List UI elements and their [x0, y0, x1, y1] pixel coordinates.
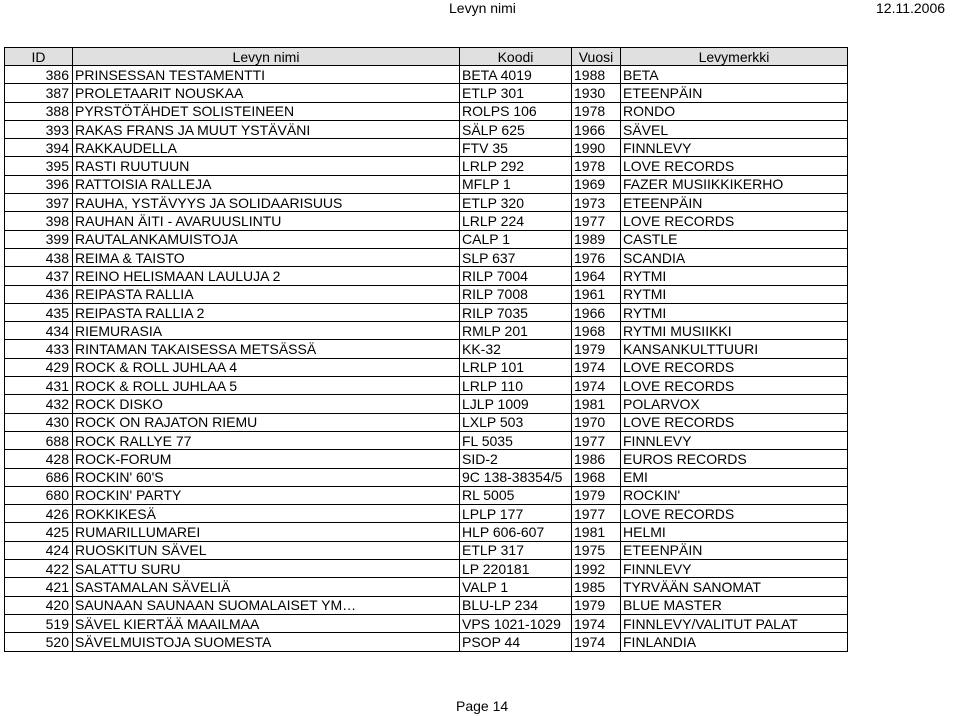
- cell-code: LXLP 503: [460, 413, 572, 431]
- cell-year: 1978: [572, 102, 621, 120]
- table-row: [5, 596, 848, 614]
- cell-id: 425: [5, 523, 73, 541]
- cell-id: 420: [5, 596, 73, 614]
- cell-title: SAUNAAN SAUNAAN SUOMALAISET YM…: [73, 596, 460, 614]
- cell-id: 387: [5, 84, 73, 102]
- cell-id: 688: [5, 431, 73, 449]
- cell-code: RILP 7035: [460, 303, 572, 321]
- cell-label: RYTMI: [621, 285, 848, 303]
- cell-id: 519: [5, 614, 73, 632]
- cell-label: BETA: [621, 66, 848, 84]
- cell-year: 1970: [572, 413, 621, 431]
- cell-id: 430: [5, 413, 73, 431]
- cell-year: 1992: [572, 560, 621, 578]
- cell-id: 429: [5, 358, 73, 376]
- cell-year: 1930: [572, 84, 621, 102]
- cell-code: KK-32: [460, 340, 572, 358]
- cell-code: ETLP 301: [460, 84, 572, 102]
- cell-id: 434: [5, 322, 73, 340]
- cell-label: ETEENPÄIN: [621, 84, 848, 102]
- cell-id: 520: [5, 633, 73, 651]
- cell-label: RYTMI: [621, 267, 848, 285]
- cell-code: HLP 606-607: [460, 523, 572, 541]
- cell-year: 1973: [572, 194, 621, 212]
- cell-year: 1966: [572, 303, 621, 321]
- cell-year: 1977: [572, 431, 621, 449]
- cell-label: FAZER MUSIIKKIKERHO: [621, 175, 848, 193]
- table-row: [5, 139, 848, 157]
- cell-label: FINLANDIA: [621, 633, 848, 651]
- cell-label: POLARVOX: [621, 395, 848, 413]
- table-row: [5, 468, 848, 486]
- cell-id: 394: [5, 139, 73, 157]
- cell-title: ROCK ON RAJATON RIEMU: [73, 413, 460, 431]
- table-header-row: [5, 48, 848, 66]
- cell-code: ETLP 320: [460, 194, 572, 212]
- cell-id: 398: [5, 212, 73, 230]
- cell-title: REIPASTA RALLIA: [73, 285, 460, 303]
- cell-label: HELMI: [621, 523, 848, 541]
- cell-title: SALATTU SURU: [73, 560, 460, 578]
- cell-year: 1981: [572, 395, 621, 413]
- cell-label: LOVE RECORDS: [621, 358, 848, 376]
- cell-code: VALP 1: [460, 578, 572, 596]
- cell-title: REIMA & TAISTO: [73, 248, 460, 266]
- cell-id: 386: [5, 66, 73, 84]
- table-row: [5, 84, 848, 102]
- cell-id: 433: [5, 340, 73, 358]
- cell-year: 1969: [572, 175, 621, 193]
- cell-title: REINO HELISMAAN LAULUJA 2: [73, 267, 460, 285]
- table-row: [5, 413, 848, 431]
- cell-code: ETLP 317: [460, 541, 572, 559]
- cell-code: LRLP 292: [460, 157, 572, 175]
- table-row: [5, 230, 848, 248]
- cell-id: 680: [5, 486, 73, 504]
- cell-title: PRINSESSAN TESTAMENTTI: [73, 66, 460, 84]
- cell-title: ROCK & ROLL JUHLAA 5: [73, 377, 460, 395]
- cell-id: 426: [5, 505, 73, 523]
- cell-id: 388: [5, 102, 73, 120]
- cell-code: FL 5035: [460, 431, 572, 449]
- cell-code: FTV 35: [460, 139, 572, 157]
- table-row: [5, 212, 848, 230]
- cell-id: 424: [5, 541, 73, 559]
- cell-title: RASTI RUUTUUN: [73, 157, 460, 175]
- cell-id: 436: [5, 285, 73, 303]
- table-row: [5, 285, 848, 303]
- cell-code: RL 5005: [460, 486, 572, 504]
- table-row: [5, 267, 848, 285]
- cell-code: SID-2: [460, 450, 572, 468]
- cell-label: EMI: [621, 468, 848, 486]
- table-row: [5, 120, 848, 138]
- cell-label: SÄVEL: [621, 120, 848, 138]
- table-row: [5, 541, 848, 559]
- cell-year: 1990: [572, 139, 621, 157]
- cell-label: FINNLEVY: [621, 139, 848, 157]
- cell-title: RAUHA, YSTÄVYYS JA SOLIDAARISUUS: [73, 194, 460, 212]
- cell-year: 1981: [572, 523, 621, 541]
- cell-id: 399: [5, 230, 73, 248]
- cell-year: 1974: [572, 358, 621, 376]
- cell-id: 396: [5, 175, 73, 193]
- table-row: [5, 614, 848, 632]
- cell-title: RAKKAUDELLA: [73, 139, 460, 157]
- page-header-date: 12.11.2006: [876, 0, 946, 16]
- table-row: [5, 450, 848, 468]
- cell-id: 435: [5, 303, 73, 321]
- cell-code: RILP 7004: [460, 267, 572, 285]
- cell-title: RAKAS FRANS JA MUUT YSTÄVÄNI: [73, 120, 460, 138]
- column-header-code: Koodi: [460, 48, 572, 66]
- cell-code: LPLP 177: [460, 505, 572, 523]
- cell-label: KANSANKULTTUURI: [621, 340, 848, 358]
- cell-title: SÄVEL KIERTÄÄ MAAILMAA: [73, 614, 460, 632]
- cell-label: FINNLEVY/VALITUT PALAT: [621, 614, 848, 632]
- cell-label: ETEENPÄIN: [621, 194, 848, 212]
- cell-code: LRLP 101: [460, 358, 572, 376]
- cell-year: 1988: [572, 66, 621, 84]
- cell-year: 1974: [572, 377, 621, 395]
- cell-id: 432: [5, 395, 73, 413]
- table-row: [5, 175, 848, 193]
- cell-title: RUMARILLUMAREI: [73, 523, 460, 541]
- cell-code: MFLP 1: [460, 175, 572, 193]
- cell-id: 438: [5, 248, 73, 266]
- cell-title: RUOSKITUN SÄVEL: [73, 541, 460, 559]
- table-row: [5, 486, 848, 504]
- cell-code: ROLPS 106: [460, 102, 572, 120]
- cell-label: CASTLE: [621, 230, 848, 248]
- cell-year: 1975: [572, 541, 621, 559]
- cell-year: 1964: [572, 267, 621, 285]
- cell-label: LOVE RECORDS: [621, 212, 848, 230]
- cell-title: ROCK DISKO: [73, 395, 460, 413]
- cell-title: PYRSTÖTÄHDET SOLISTEINEEN: [73, 102, 460, 120]
- cell-code: RMLP 201: [460, 322, 572, 340]
- cell-year: 1968: [572, 468, 621, 486]
- table-row: [5, 303, 848, 321]
- cell-year: 1968: [572, 322, 621, 340]
- table-row: [5, 578, 848, 596]
- cell-label: TYRVÄÄN SANOMAT: [621, 578, 848, 596]
- cell-title: ROCK & ROLL JUHLAA 4: [73, 358, 460, 376]
- cell-title: SASTAMALAN SÄVELIÄ: [73, 578, 460, 596]
- cell-code: SLP 637: [460, 248, 572, 266]
- table-row: [5, 322, 848, 340]
- cell-id: 397: [5, 194, 73, 212]
- cell-label: LOVE RECORDS: [621, 505, 848, 523]
- records-table: [4, 47, 848, 652]
- table-row: [5, 358, 848, 376]
- cell-label: RYTMI: [621, 303, 848, 321]
- cell-title: ROCKIN' 60'S: [73, 468, 460, 486]
- table-row: [5, 66, 848, 84]
- cell-year: 1979: [572, 486, 621, 504]
- cell-code: LP 220181: [460, 560, 572, 578]
- cell-title: ROCK RALLYE 77: [73, 431, 460, 449]
- cell-id: 686: [5, 468, 73, 486]
- cell-label: FINNLEVY: [621, 431, 848, 449]
- cell-year: 1985: [572, 578, 621, 596]
- cell-year: 1974: [572, 614, 621, 632]
- cell-label: ROCKIN': [621, 486, 848, 504]
- cell-id: 395: [5, 157, 73, 175]
- cell-code: RILP 7008: [460, 285, 572, 303]
- table-row: [5, 157, 848, 175]
- cell-label: ETEENPÄIN: [621, 541, 848, 559]
- cell-label: FINNLEVY: [621, 560, 848, 578]
- table-row: [5, 395, 848, 413]
- cell-title: RIEMURASIA: [73, 322, 460, 340]
- cell-title: RATTOISIA RALLEJA: [73, 175, 460, 193]
- cell-code: CALP 1: [460, 230, 572, 248]
- cell-year: 1979: [572, 340, 621, 358]
- cell-code: BLU-LP 234: [460, 596, 572, 614]
- cell-title: PROLETAARIT NOUSKAA: [73, 84, 460, 102]
- cell-year: 1978: [572, 157, 621, 175]
- table-row: [5, 340, 848, 358]
- cell-id: 422: [5, 560, 73, 578]
- cell-code: LRLP 224: [460, 212, 572, 230]
- cell-code: 9C 138-38354/5: [460, 468, 572, 486]
- cell-title: REIPASTA RALLIA 2: [73, 303, 460, 321]
- table-row: [5, 560, 848, 578]
- column-header-label: Levymerkki: [621, 48, 848, 66]
- cell-year: 1976: [572, 248, 621, 266]
- cell-code: PSOP 44: [460, 633, 572, 651]
- cell-title: ROCKIN' PARTY: [73, 486, 460, 504]
- cell-title: ROCK-FORUM: [73, 450, 460, 468]
- cell-id: 428: [5, 450, 73, 468]
- cell-year: 1977: [572, 212, 621, 230]
- cell-label: LOVE RECORDS: [621, 377, 848, 395]
- cell-id: 393: [5, 120, 73, 138]
- cell-label: RONDO: [621, 102, 848, 120]
- cell-label: LOVE RECORDS: [621, 413, 848, 431]
- cell-code: LJLP 1009: [460, 395, 572, 413]
- cell-title: ROKKIKESÄ: [73, 505, 460, 523]
- cell-title: RAUHAN ÄITI - AVARUUSLINTU: [73, 212, 460, 230]
- table-row: [5, 523, 848, 541]
- cell-code: SÄLP 625: [460, 120, 572, 138]
- table-row: [5, 431, 848, 449]
- cell-year: 1961: [572, 285, 621, 303]
- cell-title: RAUTALANKAMUISTOJA: [73, 230, 460, 248]
- cell-label: RYTMI MUSIIKKI: [621, 322, 848, 340]
- cell-title: RINTAMAN TAKAISESSA METSÄSSÄ: [73, 340, 460, 358]
- table-row: [5, 633, 848, 651]
- cell-code: BETA 4019: [460, 66, 572, 84]
- cell-year: 1966: [572, 120, 621, 138]
- page-header-title: Levyn nimi: [449, 0, 516, 16]
- cell-code: LRLP 110: [460, 377, 572, 395]
- cell-id: 437: [5, 267, 73, 285]
- cell-year: 1986: [572, 450, 621, 468]
- table-row: [5, 377, 848, 395]
- cell-year: 1989: [572, 230, 621, 248]
- column-header-title: Levyn nimi: [73, 48, 460, 66]
- cell-id: 431: [5, 377, 73, 395]
- table-row: [5, 102, 848, 120]
- cell-year: 1974: [572, 633, 621, 651]
- page-number: Page 14: [456, 698, 509, 714]
- column-header-year: Vuosi: [572, 48, 621, 66]
- cell-label: EUROS RECORDS: [621, 450, 848, 468]
- cell-id: 421: [5, 578, 73, 596]
- cell-label: BLUE MASTER: [621, 596, 848, 614]
- cell-label: LOVE RECORDS: [621, 157, 848, 175]
- cell-year: 1977: [572, 505, 621, 523]
- table-row: [5, 194, 848, 212]
- cell-label: SCANDIA: [621, 248, 848, 266]
- cell-year: 1979: [572, 596, 621, 614]
- column-header-id: ID: [5, 48, 73, 66]
- table-row: [5, 248, 848, 266]
- cell-code: VPS 1021-1029: [460, 614, 572, 632]
- cell-title: SÄVELMUISTOJA SUOMESTA: [73, 633, 460, 651]
- table-row: [5, 505, 848, 523]
